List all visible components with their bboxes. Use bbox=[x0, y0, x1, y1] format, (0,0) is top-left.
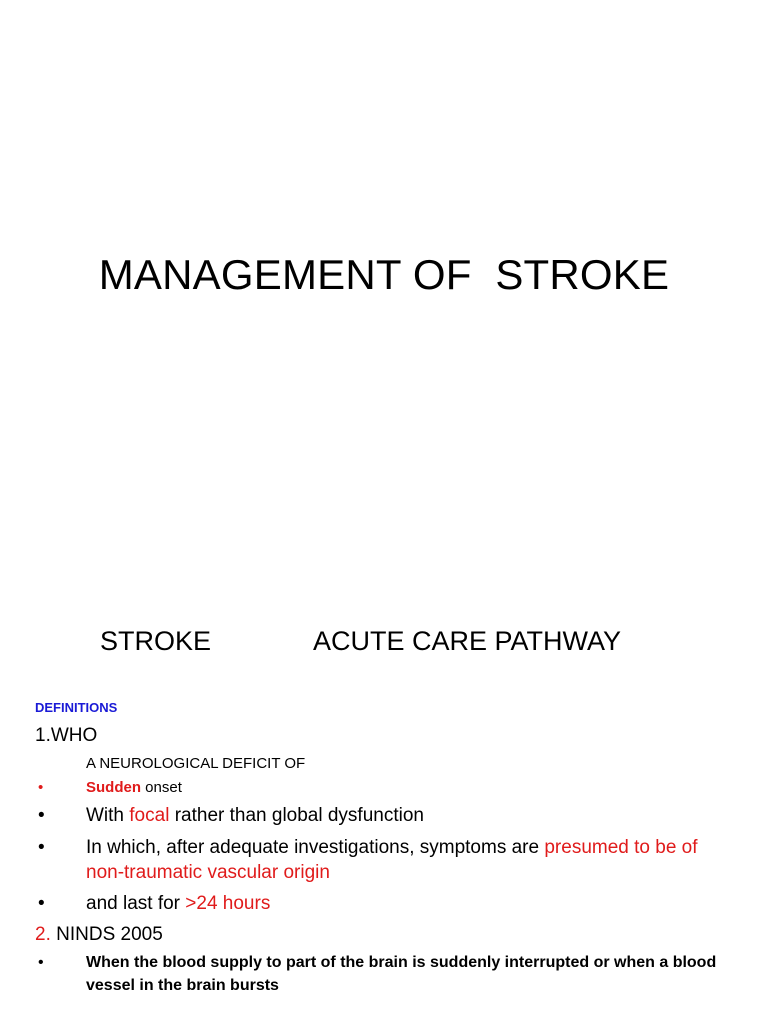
focal-highlight: focal bbox=[129, 805, 170, 826]
duration-highlight: >24 hours bbox=[185, 893, 271, 914]
bullet-text bbox=[86, 778, 738, 798]
bullet-text bbox=[86, 891, 738, 917]
bullet-marker: • bbox=[38, 954, 44, 971]
ninds-label: NINDS 2005 bbox=[50, 924, 163, 945]
sudden-rest: onset bbox=[141, 779, 182, 796]
bullet-text bbox=[86, 803, 738, 829]
bullet-text bbox=[86, 835, 738, 885]
page-title: MANAGEMENT OF STROKE bbox=[98, 251, 670, 298]
presumed-pre: In which, after adequate investigations, symptoms are bbox=[86, 837, 545, 858]
ninds-heading bbox=[35, 922, 163, 948]
bullet-marker: • bbox=[38, 779, 44, 796]
bullet-marker: • bbox=[38, 837, 45, 858]
focal-pre: With bbox=[86, 805, 130, 826]
presumed-highlight: presumed to be of non-traumatic vascular origin bbox=[86, 837, 698, 883]
bullet-marker: • bbox=[38, 893, 45, 914]
subtitle-acute-care-pathway: ACUTE CARE PATHWAY bbox=[313, 626, 622, 656]
bullet-text: When the blood supply to part of the brain is suddenly interrupted or when a blood vessel in the brain bursts bbox=[86, 954, 717, 994]
duration-pre: and last for bbox=[86, 893, 186, 914]
who-intro: A NEUROLOGICAL DEFICIT OF bbox=[86, 755, 306, 772]
who-heading: 1.WHO bbox=[35, 725, 98, 746]
ninds-number: 2. bbox=[35, 924, 51, 945]
subtitle-stroke: STROKE bbox=[100, 626, 212, 656]
definitions-heading: DEFINITIONS bbox=[35, 700, 118, 715]
sudden-highlight: Sudden bbox=[86, 779, 141, 796]
bullet-marker: • bbox=[38, 805, 45, 826]
focal-post: rather than global dysfunction bbox=[169, 805, 424, 826]
